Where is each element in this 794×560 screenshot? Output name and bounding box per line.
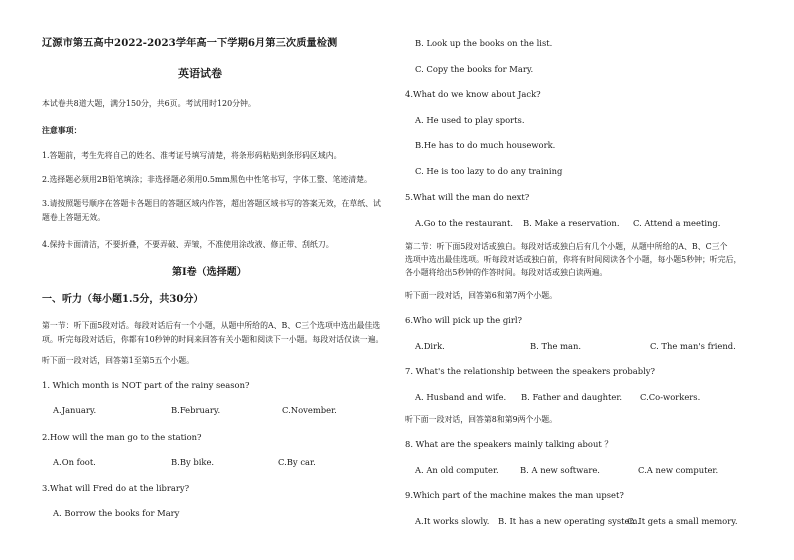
exam-title: 辽源市第五高中2022-2023学年高一下学期6月第三次质量检测 (42, 37, 338, 49)
q7-option-b: B. Father and daughter. (521, 392, 623, 402)
q5-option-c: C. Attend a meeting. (633, 218, 721, 228)
section1-lead: 听下面一段对话，回答第1至第5五个小题。 (42, 356, 195, 365)
notice-heading: 注意事项： (42, 126, 82, 135)
listening-section-title: 一、听力（每小题1.5分，共30分） (42, 294, 204, 305)
q3-option-c: C. Copy the books for Mary. (415, 64, 534, 74)
q4-option-b: B.He has to do much housework. (415, 140, 556, 150)
part1-title: 第Ⅰ卷（选择题） (172, 267, 247, 278)
question-2: 2.How will the man go to the station? (42, 432, 202, 442)
section2-lead-1: 听下面一段对话，回答第6和第7两个小题。 (405, 291, 558, 300)
notice-item: 2.选择题必须用2B铅笔填涂；非选择题必须用0.5mm黑色中性笔书写，字体工整、笔迹清楚。 (42, 175, 372, 184)
q6-option-b: B. The man. (530, 341, 582, 351)
question-1: 1. Which month is NOT part of the rainy season? (42, 380, 250, 390)
q4-option-a: A. He used to play sports. (415, 115, 525, 125)
section1-instructions: 项。听完每段对话后，你都有10秒钟的时间来回答有关小题和阅读下一小题。每段对话仅读一遍。 (42, 335, 384, 344)
q6-option-a: A.Dirk. (415, 341, 445, 351)
section2-lead-2: 听下面一段对话，回答第8和第9两个小题。 (405, 415, 558, 424)
notice-item: 题卷上答题无效。 (42, 213, 106, 222)
q1-option-a: A.January. (53, 405, 97, 415)
q1-option-c: C.November. (282, 405, 337, 415)
q2-option-a: A.On foot. (53, 457, 96, 467)
question-5: 5.What will the man do next? (405, 192, 530, 202)
section2-instructions: 选项中选出最佳选项。听每段对话或独白前，你将有时间阅读各个小题，每小题5秒钟；听完后， (405, 255, 742, 264)
exam-info: 本试卷共8道大题，满分150分，共6页。考试用时120分钟。 (42, 99, 256, 108)
notice-item: 1.答题前，考生先将自己的姓名、准考证号填写清楚，将条形码粘贴到条形码区域内。 (42, 151, 342, 160)
question-7: 7. What's the relationship between the speakers probably? (405, 366, 655, 376)
q2-option-c: C.By car. (278, 457, 316, 467)
q6-option-c: C. The man's friend. (650, 341, 736, 351)
q8-option-a: A. An old computer. (415, 465, 499, 475)
question-9: 9.Which part of the machine makes the man upset? (405, 490, 624, 500)
q3-option-b: B. Look up the books on the list. (415, 38, 553, 48)
q9-option-c: C. It gets a small memory. (627, 516, 738, 526)
section2-instructions: 第二节：听下面5段对话或独白。每段对话或独白后有几个小题，从题中所给的A、B、C三个 (405, 242, 728, 251)
question-3: 3.What will Fred do at the library? (42, 483, 190, 493)
q8-option-b: B. A new software. (520, 465, 600, 475)
q4-option-c: C. He is too lazy to do any training (415, 166, 563, 176)
notice-item: 3.请按照题号顺序在答题卡各题目的答题区域内作答，超出答题区域书写的答案无效，在草纸、试 (42, 199, 381, 208)
question-8: 8. What are the speakers mainly talking about ？ (405, 439, 613, 449)
section2-instructions: 各小题将给出5秒钟的作答时间。每段对话或独白读两遍。 (405, 268, 608, 277)
q8-option-c: C.A new computer. (638, 465, 719, 475)
q7-option-a: A. Husband and wife. (415, 392, 507, 402)
q9-option-a: A.It works slowly. (415, 516, 490, 526)
q3-option-a: A. Borrow the books for Mary (53, 508, 180, 518)
section1-instructions: 第一节：听下面5段对话。每段对话后有一个小题，从题中所给的A、B、C三个选项中选出最佳选 (42, 321, 381, 330)
question-6: 6.Who will pick up the girl? (405, 315, 523, 325)
q9-option-b: B. It has a new operating system. (498, 516, 641, 526)
question-4: 4.What do we know about Jack? (405, 89, 541, 99)
exam-subject: 英语试卷 (178, 67, 222, 80)
notice-item: 4.保持卡面清洁，不要折叠，不要弄破、弄皱，不准使用涂改液、修正带、刮纸刀。 (42, 240, 334, 249)
q2-option-b: B.By bike. (171, 457, 215, 467)
q5-option-a: A.Go to the restaurant. (415, 218, 513, 228)
q5-option-b: B. Make a reservation. (523, 218, 620, 228)
q1-option-b: B.February. (171, 405, 221, 415)
q7-option-c: C.Co-workers. (640, 392, 701, 402)
